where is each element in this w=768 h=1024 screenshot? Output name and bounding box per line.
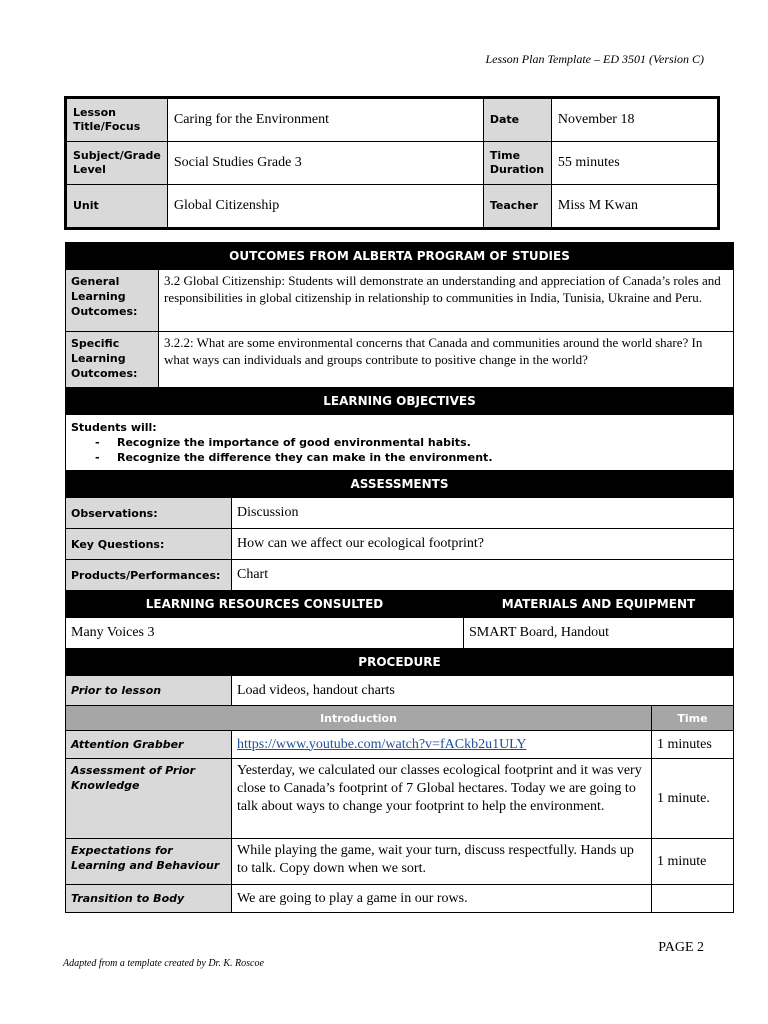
specific-outcomes-value: 3.2.2: What are some environmental concerns that Canada and communities around the world share? In what ways can individuals and groups contribute to positive change in the world? <box>159 332 734 388</box>
attention-grabber-value <box>232 731 652 759</box>
outcomes-heading: OUTCOMES FROM ALBERTA PROGRAM OF STUDIES <box>66 243 734 270</box>
key-questions-label: Key Questions: <box>66 529 232 560</box>
products-label: Products/Performances: <box>66 560 232 591</box>
time-heading: Time <box>652 706 734 731</box>
date-value: November 18 <box>551 98 718 142</box>
date-label: Date <box>483 98 551 142</box>
transition-time <box>652 885 734 913</box>
procedure-heading: PROCEDURE <box>66 649 734 676</box>
expectations-label: Expectations for Learning and Behaviour <box>66 839 232 885</box>
subject-label: Subject/Grade Level <box>66 142 168 185</box>
transition-value: We are going to play a game in our rows. <box>232 885 652 913</box>
observations-label: Observations: <box>66 498 232 529</box>
products-value: Chart <box>232 560 734 591</box>
observations-value: Discussion <box>232 498 734 529</box>
video-link[interactable]: https://www.youtube.com/watch?v=fACkb2u1ULY <box>237 736 527 752</box>
attention-grabber-time: 1 minutes <box>652 731 734 759</box>
prior-knowledge-label: Assessment of Prior Knowledge <box>66 759 232 839</box>
attention-grabber-label: Attention Grabber <box>66 731 232 759</box>
resources-heading: LEARNING RESOURCES CONSULTED <box>66 591 464 618</box>
introduction-heading: Introduction <box>66 706 652 731</box>
template-title: Lesson Plan Template – ED 3501 (Version C) <box>485 52 704 66</box>
general-outcomes-value: 3.2 Global Citizenship: Students will demonstrate an understanding and appreciation of Canada’s roles and responsibilities in global citizenship in relationship to communities in India, Tunisia, Ukraine and Peru. <box>159 270 734 332</box>
general-outcomes-label: General Learning Outcomes: <box>66 270 159 332</box>
lesson-title-label: Lesson Title/Focus <box>66 98 168 142</box>
objectives-heading: LEARNING OBJECTIVES <box>66 388 734 415</box>
objectives-intro: Students will: <box>71 421 157 434</box>
footer-credit: Adapted from a template created by Dr. K. Roscoe <box>63 958 264 969</box>
lesson-info-table <box>64 96 720 230</box>
teacher-label: Teacher <box>483 185 551 229</box>
teacher-value: Miss M Kwan <box>551 185 718 229</box>
time-duration-label: Time Duration <box>483 142 551 185</box>
assessments-heading: ASSESSMENTS <box>66 471 734 498</box>
key-questions-value: How can we affect our ecological footprint? <box>232 529 734 560</box>
objective-item: - Recognize the difference they can make in the environment. <box>71 450 728 465</box>
unit-label: Unit <box>66 185 168 229</box>
prior-to-lesson-label: Prior to lesson <box>66 676 232 706</box>
prior-knowledge-value: Yesterday, we calculated our classes ecological footprint and it was very close to Canada’s footprint of 7 Global hectares. Today we are going to talk about ways to change your footprint to help the environment. <box>232 759 652 839</box>
expectations-time: 1 minute <box>652 839 734 885</box>
lesson-title-value: Caring for the Environment <box>167 98 483 142</box>
prior-to-lesson-value: Load videos, handout charts <box>232 676 734 706</box>
materials-heading: MATERIALS AND EQUIPMENT <box>464 591 734 618</box>
expectations-value: While playing the game, wait your turn, discuss respectfully. Hands up to talk. Copy down when we sort. <box>232 839 652 885</box>
objective-item: - Recognize the importance of good environmental habits. <box>71 435 728 450</box>
materials-value: SMART Board, Handout <box>464 618 734 649</box>
unit-value: Global Citizenship <box>167 185 483 229</box>
prior-knowledge-time: 1 minute. <box>652 759 734 839</box>
resources-value: Many Voices 3 <box>66 618 464 649</box>
objectives-list <box>66 415 734 471</box>
subject-value: Social Studies Grade 3 <box>167 142 483 185</box>
lesson-plan-table <box>65 242 734 913</box>
page-number: PAGE 2 <box>658 940 704 955</box>
transition-label: Transition to Body <box>66 885 232 913</box>
specific-outcomes-label: Specific Learning Outcomes: <box>66 332 159 388</box>
time-duration-value: 55 minutes <box>551 142 718 185</box>
